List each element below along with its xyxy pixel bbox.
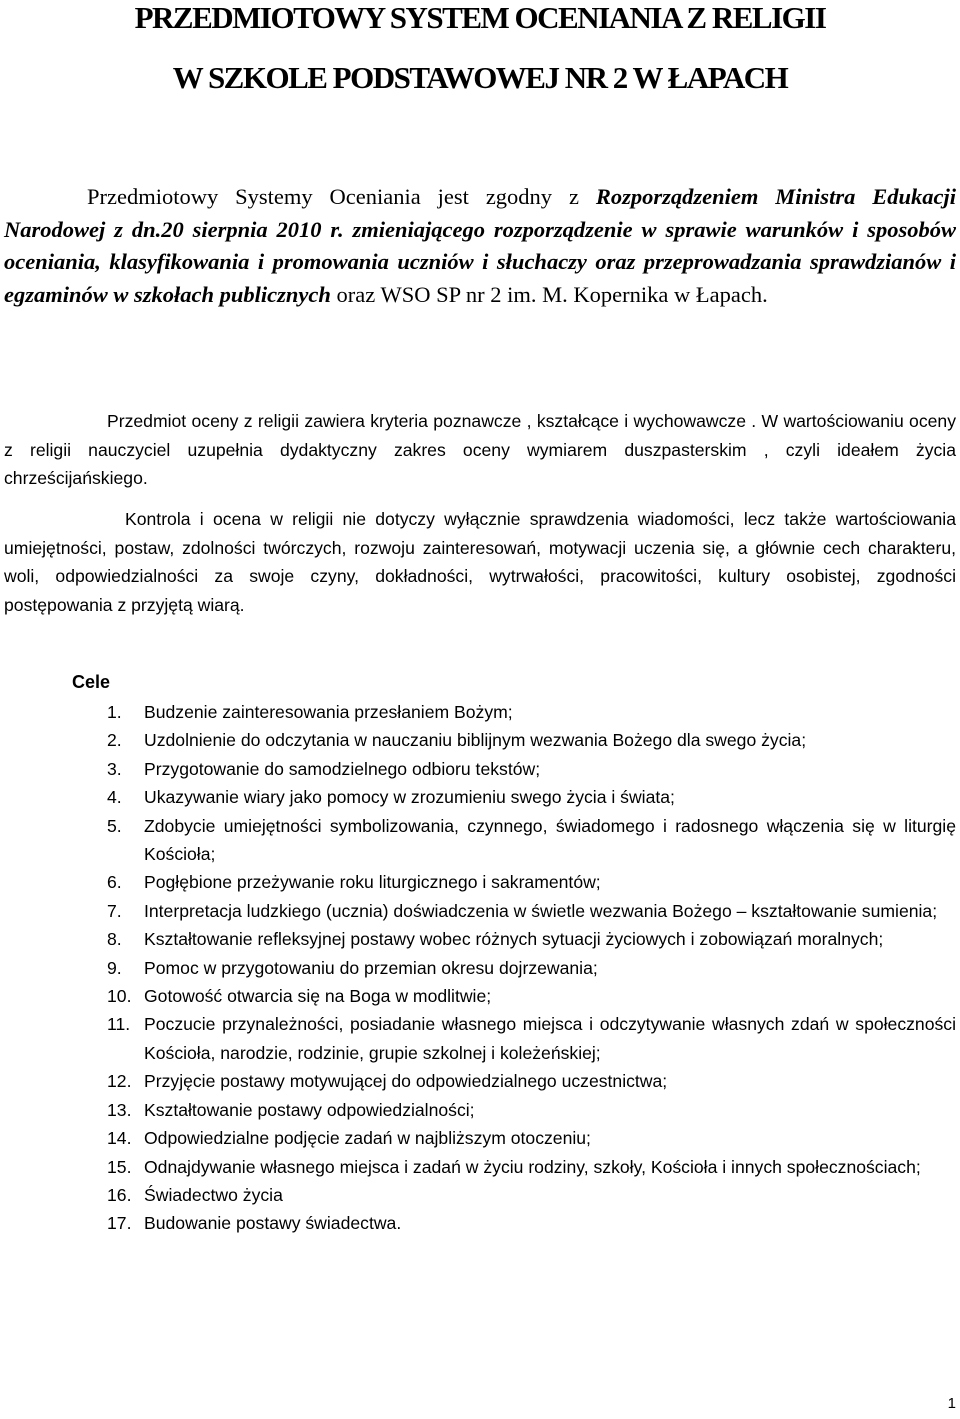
goal-text: Interpretacja ludzkiego (ucznia) doświadczenia w świetle wezwania Bożego – kształtowanie sumienia; <box>144 900 938 921</box>
goal-text: Odpowiedzialne podjęcie zadań w najbliższym otoczeniu; <box>144 1128 591 1149</box>
goal-number: 15. <box>107 1156 132 1177</box>
goal-number: 11. <box>107 1014 131 1035</box>
goal-number: 2. <box>107 730 122 751</box>
goal-item <box>0 1181 960 1209</box>
goal-item <box>0 1153 960 1181</box>
goal-number: 12. <box>107 1071 132 1092</box>
goal-item <box>0 1010 960 1067</box>
document-title-line-1: PRZEDMIOTOWY SYSTEM OCENIANIA Z RELIGII <box>134 0 826 35</box>
goal-item <box>0 1209 960 1237</box>
goal-number: 6. <box>107 872 122 893</box>
goal-number: 7. <box>107 900 122 921</box>
goals-heading: Cele <box>72 672 111 692</box>
goal-text: Odnajdywanie własnego miejsca i zadań w życiu rodziny, szkoły, Kościoła i innych społecznościach; <box>144 1156 921 1177</box>
goal-number: 8. <box>107 929 122 950</box>
goal-item <box>0 812 960 869</box>
goal-text: Przygotowanie do samodzielnego odbioru tekstów; <box>144 758 541 779</box>
goal-text: Kształtowanie refleksyjnej postawy wobec różnych sytuacji życiowych i zobowiązań moralnych; <box>144 929 884 950</box>
goal-number: 4. <box>107 787 122 808</box>
goal-text: Pogłębione przeżywanie roku liturgicznego i sakramentów; <box>144 872 601 893</box>
goal-item <box>0 868 960 896</box>
goal-item <box>0 897 960 925</box>
control-text: Kontrola i ocena w religii nie dotyczy wyłącznie sprawdzenia wiadomości, lecz także wartościowania umiejętności, postaw, zdolności twórczych, rozwoju zainteresowań, motywacji uczenia się, a głównie cech charakteru, woli, odpowiedzialności za swoje czyny, dokładności, wytrwałości, pracowitości, kultury osobistej, zgodności postępowania z przyjętą wiarą. <box>4 509 956 616</box>
goal-text: Pomoc w przygotowaniu do przemian okresu dojrzewania; <box>144 957 598 978</box>
intro-text-2: oraz WSO SP nr 2 im. M. Kopernika w Łapach. <box>330 281 768 307</box>
intro-paragraph <box>4 181 956 311</box>
goal-number: 16. <box>107 1184 132 1205</box>
goal-item <box>0 925 960 953</box>
goal-item <box>0 1067 960 1095</box>
goal-item <box>0 982 960 1010</box>
goal-number: 10. <box>107 986 132 1007</box>
goal-item <box>0 783 960 811</box>
document-title-line-2: W SZKOLE PODSTAWOWEJ NR 2 W ŁAPACH <box>172 60 788 95</box>
goal-text: Uzdolnienie do odczytania w nauczaniu biblijnym wezwania Bożego dla swego życia; <box>144 730 807 751</box>
intro-regulation-reference: Rozporządzeniem Ministra Edukacji Narodowej z dn.20 sierpnia 2010 r. zmieniającego rozporządzenie w sprawie warunków i sposobów oceniania, klasyfikowania i promowania uczniów i słuchaczy oraz przeprowadzania sprawdzianów i egzaminów w szkołach publicznych <box>4 184 956 307</box>
goal-number: 3. <box>107 758 122 779</box>
page-number: 1 <box>947 1395 956 1412</box>
control-paragraph <box>4 505 956 620</box>
goal-number: 17. <box>107 1213 132 1234</box>
goal-number: 1. <box>107 702 122 722</box>
goal-number: 14. <box>107 1128 132 1149</box>
goal-text: Przyjęcie postawy motywującej do odpowiedzialnego uczestnictwa; <box>144 1071 668 1092</box>
goal-text: Poczucie przynależności, posiadanie własnego miejsca i odczytywanie własnych zdań w społeczności Kościoła, narodzie, rodzinie, grupie szkolnej i koleżeńskiej; <box>144 1014 956 1063</box>
goal-number: 13. <box>107 1099 132 1120</box>
goal-text: Budowanie postawy świadectwa. <box>144 1213 402 1234</box>
goals-list <box>0 698 960 1238</box>
goal-number: 5. <box>107 815 122 836</box>
goal-item <box>0 726 960 754</box>
assessment-scope-paragraph <box>4 407 956 493</box>
goal-text: Gotowość otwarcia się na Boga w modlitwie; <box>144 986 492 1007</box>
goal-text: Kształtowanie postawy odpowiedzialności; <box>144 1099 475 1120</box>
goal-item <box>0 755 960 783</box>
goal-item <box>0 954 960 982</box>
goal-item <box>0 1124 960 1152</box>
goal-item <box>0 1096 960 1124</box>
intro-text-1: Przedmiotowy Systemy Oceniania jest zgodny z <box>87 184 596 209</box>
goal-item <box>0 698 960 726</box>
assessment-scope-text: Przedmiot oceny z religii zawiera kryteria poznawcze , kształcące i wychowawcze . W wartościowaniu oceny z religii nauczyciel uzupełnia dydaktyczny zakres oceny wymiarem duszpasterskim , czyli ideałem życia chrześcijańskiego. <box>4 411 956 489</box>
goal-text: Ukazywanie wiary jako pomocy w zrozumieniu swego życia i świata; <box>144 787 675 808</box>
goal-text: Świadectwo życia <box>144 1184 283 1205</box>
goal-text: Zdobycie umiejętności symbolizowania, czynnego, świadomego i radosnego włączenia się w liturgię Kościoła; <box>144 815 956 865</box>
goal-text: Budzenie zainteresowania przesłaniem Bożym; <box>144 702 513 722</box>
goal-number: 9. <box>107 957 122 978</box>
